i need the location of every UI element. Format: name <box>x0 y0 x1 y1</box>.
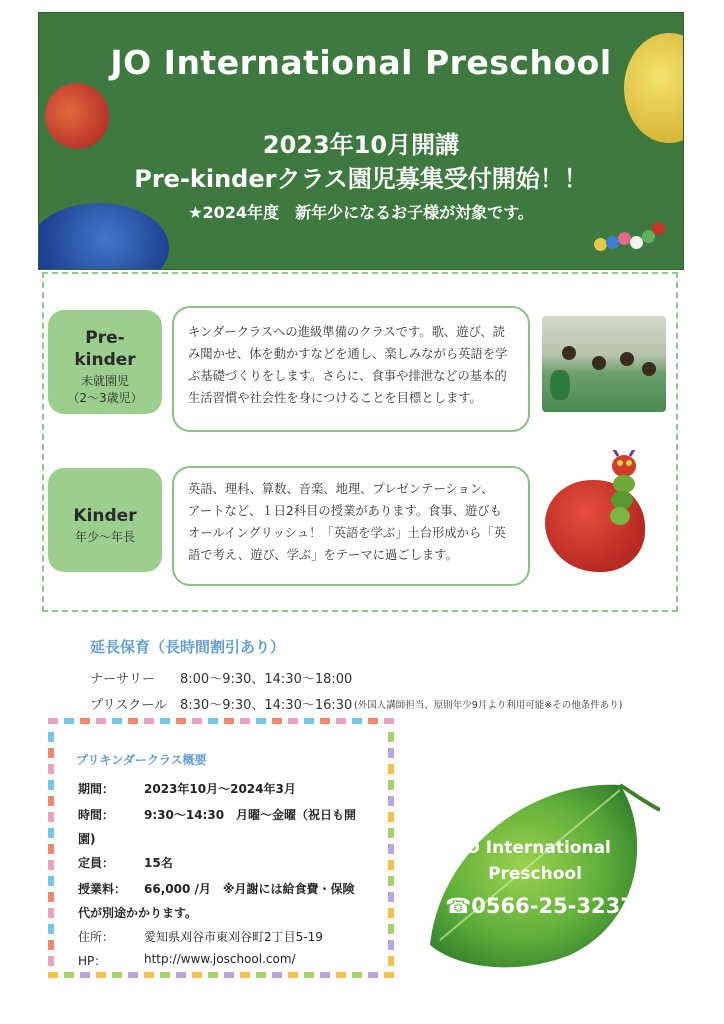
kinder-desc-line: オールイングリッシュ！「英語を学ぶ」土台形成から「英 <box>188 526 506 540</box>
prekinder-age-range: （2～3歳児） <box>67 391 143 405</box>
frame-dot <box>48 764 54 774</box>
frame-dot <box>388 844 394 854</box>
header-banner <box>38 12 684 270</box>
frame-dot <box>224 718 234 724</box>
frame-dot <box>304 718 314 724</box>
school-title: JO International Preschool <box>110 43 612 82</box>
frame-dot <box>336 718 346 724</box>
caterpillar-on-apple-icon <box>600 450 640 540</box>
frame-dot <box>48 860 54 870</box>
frame-dot <box>368 972 378 978</box>
frame-dot <box>256 718 266 724</box>
frame-dot <box>336 972 346 978</box>
frame-dot <box>48 780 54 790</box>
frame-dot <box>144 718 154 724</box>
frame-dot <box>128 972 138 978</box>
frame-dot <box>388 908 394 918</box>
frame-dot <box>304 972 314 978</box>
recruitment-heading: Pre-kinderクラス園児募集受付開始！！ <box>134 165 588 193</box>
nursery-time: 8:00～9:30、14:30～18:00 <box>180 672 353 687</box>
period-label: 期間： <box>78 782 115 796</box>
prekinder-badge <box>48 310 162 414</box>
time-label: 時間： <box>78 808 115 822</box>
frame-dot <box>48 940 54 950</box>
fee-label: 授業料： <box>78 882 127 896</box>
preschool-time: 8:30～9:30、14:30～16:30 <box>180 698 353 713</box>
frame-dot <box>320 718 330 724</box>
frame-dot <box>80 972 90 978</box>
kinder-description <box>172 466 530 586</box>
hp-label: HP： <box>78 954 107 968</box>
frame-dot <box>160 972 170 978</box>
frame-dot <box>388 956 394 966</box>
frame-dot <box>388 796 394 806</box>
frame-dot <box>272 972 282 978</box>
capacity-label: 定員： <box>78 856 115 870</box>
frame-dot <box>144 972 154 978</box>
frame-dot <box>240 972 250 978</box>
kinder-desc-line: 英語、理科、算数、音楽、地理、プレゼンテーション、 <box>188 482 494 496</box>
prekinder-desc-line: キンダークラスへの進級準備のクラスです。歌、遊び、読 <box>188 325 505 339</box>
frame-dot <box>384 718 394 724</box>
frame-dot <box>272 718 282 724</box>
frame-dot <box>388 892 394 902</box>
frame-dot <box>352 718 362 724</box>
frame-dot <box>384 972 394 978</box>
frame-dot <box>48 924 54 934</box>
frame-dot <box>256 972 266 978</box>
frame-dot <box>320 972 330 978</box>
frame-dot <box>388 860 394 870</box>
kinder-age-range: 年少～年長 <box>74 530 135 544</box>
leaf-school-name-line2: Preschool <box>488 864 582 884</box>
kinder-desc-line: 語で考え、遊び、学ぶ」をテーマに過ごします。 <box>188 548 458 562</box>
frame-dot <box>48 828 54 838</box>
prekinder-desc-line: ぶ基礎づくりをします。さらに、食事や排泄などの基本的 <box>188 369 507 383</box>
prekinder-name-line2: kinder <box>74 350 136 370</box>
fee-value: 66,000 /月 ※月謝には給食費・保険 <box>144 882 355 896</box>
frame-dot <box>48 908 54 918</box>
frame-dot <box>388 940 394 950</box>
address-value: 愛知県刈谷市東刈谷町2丁目5-19 <box>144 930 323 944</box>
frame-dot <box>176 718 186 724</box>
frame-dot <box>48 796 54 806</box>
frame-dot <box>388 780 394 790</box>
frame-dot <box>388 828 394 838</box>
frame-dot <box>388 812 394 822</box>
frame-dot <box>388 748 394 758</box>
frame-dot <box>388 732 394 742</box>
frame-dot <box>48 972 58 978</box>
frame-dot <box>48 718 58 724</box>
time-value: 9:30～14:30 月曜～金曜（祝日も開 <box>144 808 357 822</box>
nursery-label: ナーサリー <box>90 672 156 687</box>
frame-dot <box>368 718 378 724</box>
caterpillar-icon <box>594 218 674 258</box>
frame-dot <box>352 972 362 978</box>
prekinder-age-label: 未就園児 <box>80 374 129 388</box>
frame-dot <box>176 972 186 978</box>
extended-care-note: (外国人講師担当、原則年少9月より利用可能※その他条件あり) <box>354 700 623 711</box>
frame-dot <box>112 718 122 724</box>
frame-dot <box>208 972 218 978</box>
frame-dot <box>388 764 394 774</box>
kinder-name: Kinder <box>73 506 137 526</box>
frame-dot <box>64 972 74 978</box>
frame-dot <box>96 972 106 978</box>
frame-dot <box>240 718 250 724</box>
frame-dot <box>192 718 202 724</box>
classroom-photo <box>542 316 666 412</box>
prekinder-description <box>172 306 530 432</box>
prekinder-name-line1: Pre- <box>85 328 125 348</box>
kinder-desc-line: アートなど、１日2科目の授業があります。食事、遊びも <box>188 504 502 518</box>
leaf-school-name-line1: JO International <box>459 838 611 858</box>
frame-dot <box>288 972 298 978</box>
frame-dot <box>48 956 54 966</box>
time-value-cont: 園) <box>78 832 96 846</box>
frame-dot <box>48 732 54 742</box>
frame-dot <box>128 718 138 724</box>
frame-dot <box>208 718 218 724</box>
frame-dot <box>48 844 54 854</box>
frame-dot <box>192 972 202 978</box>
kinder-badge <box>48 468 162 572</box>
prekinder-desc-line: 生活習慣や社会性を身につけることを目標とします。 <box>188 391 482 405</box>
frame-dot <box>48 876 54 886</box>
frame-dot <box>48 892 54 902</box>
frame-dot <box>160 718 170 724</box>
target-note: ★2024年度 新年少になるお子様が対象です。 <box>188 203 534 222</box>
frame-dot <box>388 924 394 934</box>
period-value: 2023年10月～2024年3月 <box>144 782 296 796</box>
frame-dot <box>48 812 54 822</box>
frame-dot <box>48 748 54 758</box>
frame-dot <box>96 718 106 724</box>
frame-dot <box>80 718 90 724</box>
prekinder-desc-line: み聞かせ、体を動かすなどを通し、楽しみながら英語を学 <box>188 347 508 361</box>
start-date-heading: 2023年10月開講 <box>262 131 460 159</box>
frame-dot <box>224 972 234 978</box>
frame-dot <box>112 972 122 978</box>
extended-care-title: 延長保育（長時間割引あり） <box>90 638 286 656</box>
phone-number[interactable]: ☎0566-25-3237 <box>445 894 635 918</box>
fee-value-cont: 代が別途かかります。 <box>78 906 198 920</box>
preschool-label: プリスクール <box>90 698 167 713</box>
frame-dot <box>64 718 74 724</box>
capacity-value: 15名 <box>144 856 173 870</box>
overview-title: プリキンダークラス概要 <box>76 753 207 767</box>
address-label: 住所： <box>78 930 115 944</box>
hp-link[interactable]: http://www.joschool.com/ <box>144 952 296 966</box>
frame-dot <box>388 876 394 886</box>
frame-dot <box>288 718 298 724</box>
